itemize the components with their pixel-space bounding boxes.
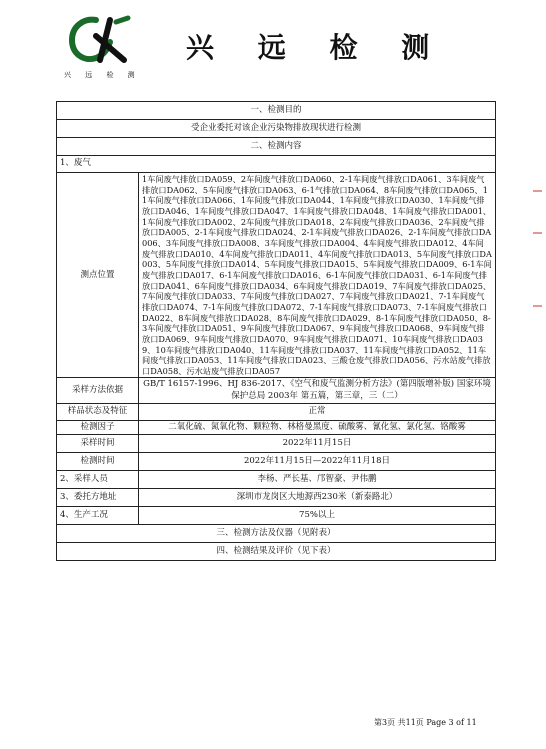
- samplers-row: [57, 470, 496, 488]
- sample-state-row: [57, 403, 496, 420]
- points-label: 测点位置: [57, 173, 139, 378]
- purpose-text: 受企业委托对该企业污染物排放现状进行检测: [57, 120, 496, 138]
- production-value: 75%以上: [139, 506, 496, 524]
- report-table: [56, 101, 496, 561]
- method-label: 采样方法依据: [57, 378, 139, 403]
- waste-gas-heading: 1、废气: [57, 156, 496, 173]
- brand-title: 兴 远 检 测: [186, 31, 447, 64]
- testing-time-value: 2022年11月15日—2022年11月18日: [139, 452, 496, 470]
- content-title: 二、检测内容: [57, 138, 496, 156]
- edge-mark: [533, 190, 542, 192]
- address-row: [57, 488, 496, 506]
- report-header: [0, 0, 546, 95]
- testing-time-label: 检测时间: [57, 452, 139, 470]
- points-text: 1车间废气排放口DA059、2车间废气排放口DA060、2-1车间废气排放口DA061、3车间废气排放口DA062、5车间废气排放口DA063、6-1气排放口DA064、8车间废气排放口DA065、11车间废气排放口DA066、1车间废气排放口DA044、1车间废气排放口DA030、1车间废气排放口DA046、1车间废气排放口DA047、1车间废气排放口DA048、1车间废气排放口DA001、1车间废气排放口DA002、2车间废气排放口DA018、2车间废气排放口DA036、2车间废气排放口DA005、2-1车间废气排放口DA024、2-1车间废气排放口DA026、2-1车间废气排放口DA006、3车间废气排放口DA008、3车间废气排放口DA004、4车间废气排放口DA012、4车间废气排放口DA010、4车间废气排放口DA011、4车间废气排放口DA013、5车间废气排放口DA003、5车间废气排放口DA014、5车间废气排放口DA015、5车间废气排放口DA009、6-1车间废气排放口DA017、6-1车间废气排放口DA016、6-1车间废气排放口DA031、6-1车间废气排放口DA041、6车间废气排放口DA034、6车间废气排放口DA019、7车间废气排放口DA025、7车间废气排放口DA033、7车间废气排放口DA027、7车间废气排放口DA021、7-1车间废气排放口DA074、7-1车间废气排放口DA072、7-1车间废气排放口DA073、7-1车间废气排放口DA022、8车间废气排放口DA028、8车间废气排放口DA029、8-1车间废气排放口DA050、8-3车间废气排放口DA051、9车间废气排放口DA067、9车间废气排放口DA068、9车间废气排放口DA069、9车间废气排放口DA070、9车间废气排放口DA071、10车间废气排放口DA039、10车间废气排放口DA040、11车间废气排放口DA037、11车间废气排放口DA052、11车间废气排放口DA053、11车间废气排放口DA023、三酸仓废气排放口DA056、污水站废气排放口DA058、污水站废气排放口DA057: [139, 173, 496, 378]
- logo-caption: 兴 远 检 测: [64, 71, 141, 79]
- method-text: GB/T 16157-1996、HJ 836-2017、《空气和废气监测分析方法》(第四版增补版) 国家环境保护总局 2003年 第五篇，第三章，三（二）: [139, 378, 496, 403]
- edge-mark: [533, 305, 542, 307]
- production-row: [57, 506, 496, 524]
- waste-gas-row: [57, 156, 496, 173]
- content-title-row: [57, 138, 496, 156]
- factors-row: [57, 420, 496, 434]
- production-label: 4、生产工况: [57, 506, 139, 524]
- company-logo: [66, 14, 132, 66]
- purpose-title-row: [57, 102, 496, 120]
- sample-state-label: 样品状态及特征: [57, 403, 139, 420]
- address-label: 3、委托方地址: [57, 488, 139, 506]
- methods-title: 三、检测方法及仪器（见附表）: [57, 524, 496, 542]
- sampling-time-label: 采样时间: [57, 434, 139, 452]
- samplers-value: 李杨、严长基、邝智豪、尹伟鹏: [139, 470, 496, 488]
- points-row: [57, 173, 496, 378]
- samplers-label: 2、采样人员: [57, 470, 139, 488]
- results-title: 四、检测结果及评价（见下表）: [57, 542, 496, 560]
- methods-title-row: [57, 524, 496, 542]
- method-row: [57, 378, 496, 403]
- sampling-time-row: [57, 434, 496, 452]
- purpose-text-row: [57, 120, 496, 138]
- testing-time-row: [57, 452, 496, 470]
- address-value: 深圳市龙岗区大地源西230米（新泰路北）: [139, 488, 496, 506]
- page-number: 第3页 共11页 Page 3 of 11: [374, 718, 477, 727]
- sample-state-value: 正常: [139, 403, 496, 420]
- purpose-title: 一、检测目的: [57, 102, 496, 120]
- factors-value: 二氧化硫、氮氧化物、颗粒物、林格曼黑度、硫酸雾、氰化氢、氯化氢、铬酸雾: [139, 420, 496, 434]
- sampling-time-value: 2022年11月15日: [139, 434, 496, 452]
- factors-label: 检测因子: [57, 420, 139, 434]
- results-title-row: [57, 542, 496, 560]
- edge-mark: [533, 232, 542, 234]
